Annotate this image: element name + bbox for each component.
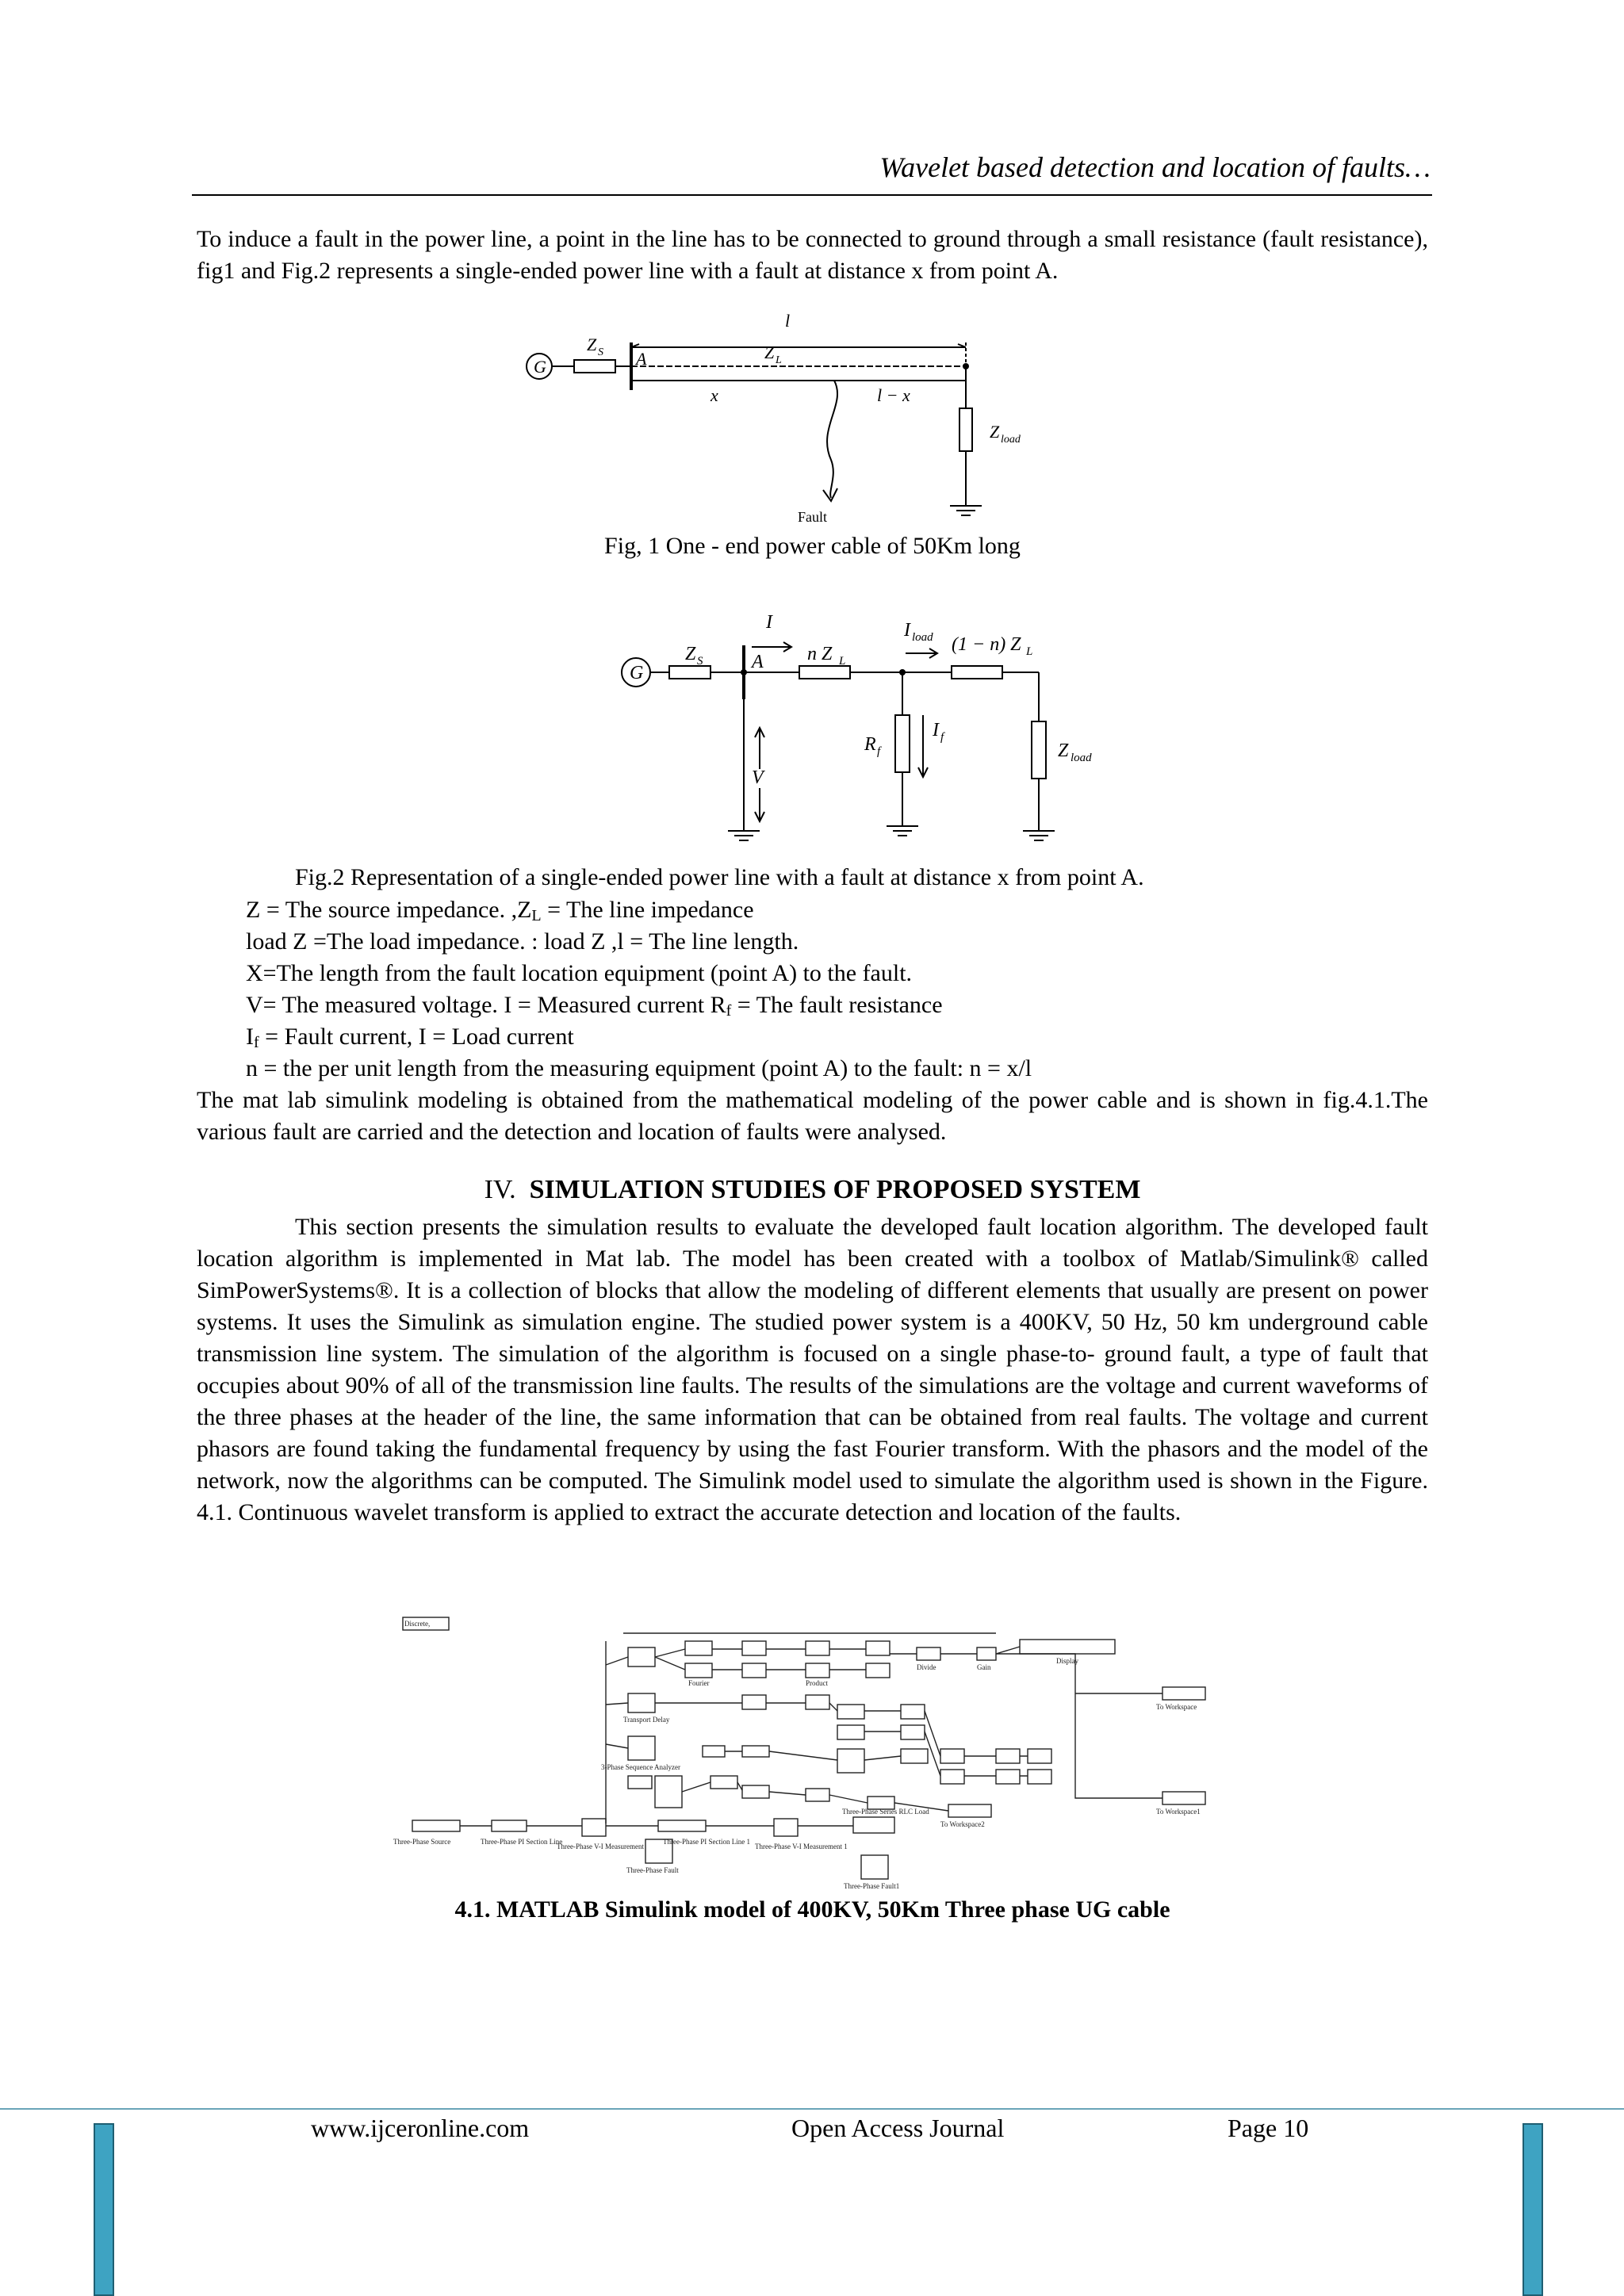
fig1-l-label: l [785,311,791,331]
fig1-zl-label: Z [764,342,775,362]
fig1-zl-sub: L [776,354,782,366]
fig41-label-9: Display [1056,1657,1078,1665]
fig1-x-label: x [710,385,718,405]
fig41-label-15: Gain [977,1663,991,1671]
fig2-iload-label: I [904,620,910,641]
fig1-zs-label: Z [587,335,597,354]
fig2-zs-label: Z [685,644,696,664]
fig2-node-a: A [752,652,764,672]
fig41-label-8: Three-Phase Series RLC Load [842,1808,929,1816]
fig1-zload-sub: load [1001,434,1021,446]
fig41-simulink-model [393,1609,1234,1895]
fig41-label-0: Discrete, [404,1620,431,1628]
fig1-lmx-label: l − x [877,385,910,405]
fig2-zload-label: Z [1058,740,1069,761]
fig41-label-12: To Workspace2 [940,1820,985,1828]
fig41-label-16: Divide [917,1663,936,1671]
definition-line-2: load Z =The load impedance. : load Z ,l = The line length. [246,928,799,955]
definition-line-1: Z = The source impedance. $,Z_L$ = The line impedance [246,897,754,924]
fig2-nzl-sub: L [839,655,846,668]
definition-line-6: n = the per unit length from the measuring equipment (point A) to the fault: n = x/l [246,1055,1032,1081]
fig41-label-13: Fourier [688,1679,710,1687]
fig1-caption: Fig, 1 One - end power cable of 50Km long [604,533,1021,559]
header-rule [192,194,1432,196]
footer-rule [0,2108,1624,2110]
fig2-v-label: V [752,767,764,788]
fig2-i-label: I [766,612,772,633]
fig1-diagram [515,301,1055,531]
fig41-label-5: Three-Phase PI Section Line 1 [663,1838,750,1846]
fig2-if-label: I [933,720,939,740]
fig41-label-2: Three-Phase PI Section Line [481,1838,563,1846]
fig2-iload-sub: load [912,631,933,644]
fig2-diagram [611,596,1118,858]
fig2-zload-sub: load [1071,752,1092,764]
fig41-label-6: Three-Phase V-I Measurement 1 [755,1843,848,1850]
section-heading: IV. SIMULATION STUDIES OF PROPOSED SYSTEM [484,1175,1141,1204]
fig41-label-4: Three-Phase Fault [626,1866,679,1874]
fig41-label-10: To Workspace [1156,1703,1197,1711]
fig41-label-14: Product [806,1679,828,1687]
simulink-paragraph: The mat lab simulink modeling is obtained from the mathematical modeling of the power cable and is shown in fig.4.1.The various fault are carried and the detection and location of faults were analysed. [197,1087,1428,1145]
fig2-1mn-label: (1 − n) Z [952,634,1021,655]
footer-page-number: Page 10 [1228,2114,1309,2142]
fig1-zload-label: Z [990,422,1000,442]
definition-line-5: $I_f$ = Fault current, I = Load current [246,1024,574,1051]
footer-right-bar [1522,2123,1543,2296]
fig2-if-sub: f [940,731,944,744]
section-paragraph: This section presents the simulation results to evaluate the developed fault location algorithm. The developed fault location algorithm is implemented in Mat lab. The model has been created with a toolbox of Matlab/Simulink® called SimPowerSystems®. It is a collection of blocks that allow the modeling of different elements that usually are present on power systems. It uses the Simulink as simulation engine. The studied power system is a 400KV, 50 Hz, 50 km underground cable transmission line system. The simulation of the algorithm is focused on a single phase-to- ground fault, a type of fault that occupies about 90% of all of the transmission line faults. The results of the simulations are the voltage and current waveforms of the three phases at the header of the line, the same information that can be obtained from real faults. The voltage and current phasors are found taking the fundamental frequency by using the fast Fourier transform. With the phasors and the model of the network, now the algorithms can be computed. The Simulink model used to simulate the algorithm used is shown in the Figure. 4.1. Continuous wavelet transform is applied to extract the accurate detection and location of the faults. [197,1214,1428,1525]
fig1-node-a: A [636,349,647,369]
fig41-label-18: 3-Phase Sequence Analyzer [601,1763,680,1771]
fig41-label-11: To Workspace1 [1156,1808,1201,1816]
fig41-label-7: Three-Phase Fault1 [844,1882,900,1890]
fig1-zs-sub: S [598,346,603,358]
fig2-zs-sub: S [697,655,703,668]
footer-left-bar [94,2123,114,2296]
footer-journal: Open Access Journal [791,2114,1005,2142]
fig1-source-label: G [534,357,546,377]
fig41-label-17: Transport Delay [623,1716,670,1724]
fig2-rf-label: R [864,734,876,755]
fig2-1mn-sub: L [1026,645,1033,658]
fig41-label-1: Three-Phase Source [393,1838,451,1846]
fig1-fault-label: Fault [798,509,828,525]
fig41-caption: 4.1. MATLAB Simulink model of 400KV, 50Km Three phase UG cable [454,1896,1170,1923]
footer-website[interactable]: www.ijceronline.com [311,2114,530,2142]
intro-paragraph: To induce a fault in the power line, a point in the line has to be connected to ground through a small resistance (fault resistance), fig1 and Fig.2 represents a single-ended power line with a fault at distance x from point A. [197,226,1428,284]
definition-line-3: X=The length from the fault location equipment (point A) to the fault. [246,960,913,986]
running-title: Wavelet based detection and location of faults… [879,151,1431,183]
fig41-label-3: Three-Phase V-I Measurement [557,1843,644,1850]
definition-line-4: V= The measured voltage. I = Measured current $R_f$ = The fault resistance [246,992,943,1020]
fig2-caption: Fig.2 Representation of a single-ended power line with a fault at distance x from point A. [295,864,1144,890]
fig2-rf-sub: f [877,745,881,758]
fig2-source-label: G [630,663,644,683]
fig2-nzl-label: n Z [807,644,833,664]
